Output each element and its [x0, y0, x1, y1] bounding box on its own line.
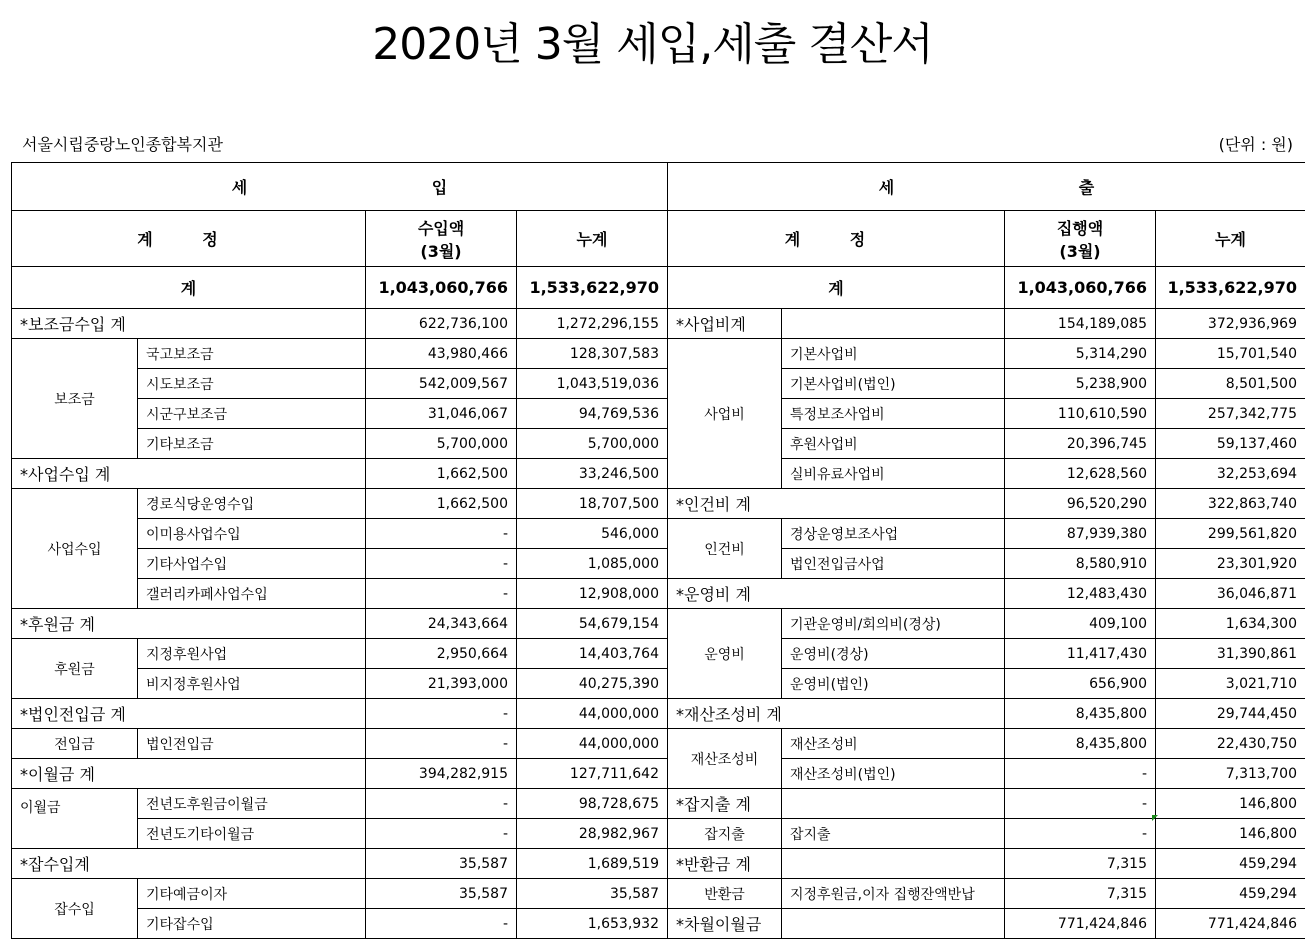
income-month-value: 542,009,567	[366, 369, 517, 399]
income-item-label: 국고보조금	[138, 339, 366, 369]
expense-cumulative-value: 257,342,775	[1156, 399, 1305, 429]
expense-empty-cell	[782, 909, 1005, 939]
expense-subtotal-label: *재산조성비 계	[668, 699, 1005, 729]
table-row	[12, 849, 1305, 879]
expense-cumulative-value: 299,561,820	[1156, 519, 1305, 549]
expense-empty-cell	[782, 309, 1005, 339]
expense-cumulative-value: 32,253,694	[1156, 459, 1305, 489]
income-item-label: 비지정후원사업	[138, 669, 366, 699]
income-subtotal-label: *이월금 계	[12, 759, 366, 789]
income-cumulative-value: 1,653,932	[517, 909, 668, 939]
table-row	[12, 489, 1305, 519]
income-month-value: -	[366, 789, 517, 819]
expense-cumulative-value: 29,744,450	[1156, 699, 1305, 729]
income-group-label: 이월금	[12, 789, 138, 849]
expense-total-cumulative: 1,533,622,970	[1156, 267, 1305, 309]
income-month-value: 35,587	[366, 849, 517, 879]
expense-month-value: 96,520,290	[1005, 489, 1156, 519]
income-item-label: 시도보조금	[138, 369, 366, 399]
expense-item-label: 기본사업비(법인)	[782, 369, 1005, 399]
income-month-value: 35,587	[366, 879, 517, 909]
income-month-value: 31,046,067	[366, 399, 517, 429]
income-month-value: 43,980,466	[366, 339, 517, 369]
expense-item-label: 경상운영보조사업	[782, 519, 1005, 549]
expense-cumulative-value: 459,294	[1156, 849, 1305, 879]
income-subtotal-label: *법인전입금 계	[12, 699, 366, 729]
income-cumulative-value: 1,689,519	[517, 849, 668, 879]
expense-month-value: 5,238,900	[1005, 369, 1156, 399]
income-cumulative-value: 1,272,296,155	[517, 309, 668, 339]
income-month-value: -	[366, 699, 517, 729]
expense-empty-cell	[782, 789, 1005, 819]
expense-month-value: 8,580,910	[1005, 549, 1156, 579]
table-row	[12, 819, 1305, 849]
income-item-label: 지정후원사업	[138, 639, 366, 669]
expense-cumulative-value: 771,424,846	[1156, 909, 1305, 939]
expense-account-header: 계 정	[668, 211, 1005, 267]
expense-subtotal-label: *반환금 계	[668, 849, 782, 879]
expense-cumulative-value: 15,701,540	[1156, 339, 1305, 369]
expense-month-value: 7,315	[1005, 879, 1156, 909]
income-month-value: -	[366, 579, 517, 609]
expense-month-value: 87,939,380	[1005, 519, 1156, 549]
expense-empty-cell	[782, 849, 1005, 879]
expense-month-value: 656,900	[1005, 669, 1156, 699]
expense-item-label: 기본사업비	[782, 339, 1005, 369]
page-title: 2020년 3월 세입,세출 결산서	[372, 19, 933, 70]
table-row	[12, 519, 1305, 549]
income-cumulative-value: 5,700,000	[517, 429, 668, 459]
income-group-label: 후원금	[12, 639, 138, 699]
settlement-table	[11, 162, 1305, 939]
table-row	[12, 429, 1305, 459]
expense-item-label: 잡지출	[782, 819, 1005, 849]
cell-comment-marker	[1152, 815, 1158, 821]
income-month-value: 2,950,664	[366, 639, 517, 669]
income-cumulative-header: 누계	[517, 211, 668, 267]
expense-month-value: 771,424,846	[1005, 909, 1156, 939]
income-item-label: 기타예금이자	[138, 879, 366, 909]
expense-amount-header: 집행액 (3월)	[1005, 211, 1156, 267]
table-row	[12, 309, 1305, 339]
expense-cumulative-value: 3,021,710	[1156, 669, 1305, 699]
income-month-value: -	[366, 819, 517, 849]
expense-cumulative-header: 누계	[1156, 211, 1305, 267]
expense-month-value: 7,315	[1005, 849, 1156, 879]
expense-cumulative-value: 146,800	[1156, 819, 1305, 849]
expense-month-value: 5,314,290	[1005, 339, 1156, 369]
income-cumulative-value: 127,711,642	[517, 759, 668, 789]
expense-cumulative-value: 8,501,500	[1156, 369, 1305, 399]
income-item-label: 기타잡수입	[138, 909, 366, 939]
expense-group-label: 반환금	[668, 879, 782, 909]
expense-item-label: 실비유료사업비	[782, 459, 1005, 489]
organization-name: 서울시립중랑노인종합복지관	[22, 135, 223, 154]
expense-cumulative-value: 459,294	[1156, 879, 1305, 909]
income-cumulative-value: 44,000,000	[517, 699, 668, 729]
table-row	[12, 609, 1305, 639]
expense-month-value: 8,435,800	[1005, 729, 1156, 759]
income-cumulative-value: 28,982,967	[517, 819, 668, 849]
table-row	[12, 339, 1305, 369]
expense-month-value: 154,189,085	[1005, 309, 1156, 339]
income-item-label: 시군구보조금	[138, 399, 366, 429]
expense-item-label: 재산조성비	[782, 729, 1005, 759]
expense-cumulative-value: 7,313,700	[1156, 759, 1305, 789]
income-amount-header: 수입액 (3월)	[366, 211, 517, 267]
expense-item-label: 법인전입금사업	[782, 549, 1005, 579]
income-month-value: -	[366, 729, 517, 759]
expense-item-label: 특정보조사업비	[782, 399, 1005, 429]
table-row	[12, 639, 1305, 669]
expense-group-label: 운영비	[668, 609, 782, 699]
expense-group-label: 잡지출	[668, 819, 782, 849]
income-month-value: 1,662,500	[366, 459, 517, 489]
table-row	[12, 759, 1305, 789]
expense-month-value: 409,100	[1005, 609, 1156, 639]
expense-cumulative-value: 59,137,460	[1156, 429, 1305, 459]
expense-month-value: -	[1005, 819, 1156, 849]
table-row	[12, 369, 1305, 399]
income-cumulative-value: 128,307,583	[517, 339, 668, 369]
expense-subtotal-label: *운영비 계	[668, 579, 1005, 609]
income-cumulative-value: 546,000	[517, 519, 668, 549]
expense-item-label: 기관운영비/회의비(경상)	[782, 609, 1005, 639]
expense-subtotal-label: *인건비 계	[668, 489, 1005, 519]
expense-subtotal-label: *차월이월금	[668, 909, 782, 939]
income-cumulative-value: 12,908,000	[517, 579, 668, 609]
income-account-header: 계 정	[12, 211, 366, 267]
income-month-value: -	[366, 549, 517, 579]
income-total-month: 1,043,060,766	[366, 267, 517, 309]
income-cumulative-value: 98,728,675	[517, 789, 668, 819]
income-cumulative-value: 1,085,000	[517, 549, 668, 579]
expense-item-label: 운영비(법인)	[782, 669, 1005, 699]
expense-item-label: 후원사업비	[782, 429, 1005, 459]
income-total-cumulative: 1,533,622,970	[517, 267, 668, 309]
table-row	[12, 399, 1305, 429]
expense-cumulative-value: 322,863,740	[1156, 489, 1305, 519]
income-cumulative-value: 18,707,500	[517, 489, 668, 519]
income-month-value: -	[366, 519, 517, 549]
expense-subtotal-label: *잡지출 계	[668, 789, 782, 819]
expense-month-value: 8,435,800	[1005, 699, 1156, 729]
expense-month-value: 20,396,745	[1005, 429, 1156, 459]
table-row	[12, 669, 1305, 699]
income-month-value: 24,343,664	[366, 609, 517, 639]
income-group-label: 보조금	[12, 339, 138, 459]
table-row	[12, 699, 1305, 729]
income-item-label: 전년도후원금이월금	[138, 789, 366, 819]
income-subtotal-label: *사업수입 계	[12, 459, 366, 489]
expense-month-value: 110,610,590	[1005, 399, 1156, 429]
expense-item-label: 운영비(경상)	[782, 639, 1005, 669]
expense-cumulative-value: 146,800	[1156, 789, 1305, 819]
expense-item-label: 재산조성비(법인)	[782, 759, 1005, 789]
income-month-value: -	[366, 909, 517, 939]
income-month-value: 21,393,000	[366, 669, 517, 699]
income-item-label: 갤러리카페사업수입	[138, 579, 366, 609]
income-item-label: 경로식당운영수입	[138, 489, 366, 519]
income-cumulative-value: 94,769,536	[517, 399, 668, 429]
expense-subtotal-label: *사업비계	[668, 309, 782, 339]
income-group-label: 잡수입	[12, 879, 138, 939]
income-group-label: 전입금	[12, 729, 138, 759]
income-item-label: 전년도기타이월금	[138, 819, 366, 849]
income-cumulative-value: 54,679,154	[517, 609, 668, 639]
income-cumulative-value: 14,403,764	[517, 639, 668, 669]
income-cumulative-value: 40,275,390	[517, 669, 668, 699]
income-month-value: 622,736,100	[366, 309, 517, 339]
table-row	[12, 909, 1305, 939]
income-item-label: 이미용사업수입	[138, 519, 366, 549]
unit-label: (단위 : 원)	[1218, 135, 1293, 154]
expense-section-header: 세 출	[668, 163, 1305, 211]
table-row	[12, 459, 1305, 489]
income-cumulative-value: 35,587	[517, 879, 668, 909]
expense-month-value: 12,628,560	[1005, 459, 1156, 489]
income-month-value: 394,282,915	[366, 759, 517, 789]
income-subtotal-label: *후원금 계	[12, 609, 366, 639]
expense-cumulative-value: 31,390,861	[1156, 639, 1305, 669]
expense-month-value: 12,483,430	[1005, 579, 1156, 609]
income-subtotal-label: *잡수입계	[12, 849, 366, 879]
income-total-label: 계	[12, 267, 366, 309]
income-section-header: 세 입	[12, 163, 668, 211]
income-month-value: 5,700,000	[366, 429, 517, 459]
expense-group-label: 인건비	[668, 519, 782, 579]
income-item-label: 기타보조금	[138, 429, 366, 459]
expense-group-label: 사업비	[668, 339, 782, 489]
income-item-label: 법인전입금	[138, 729, 366, 759]
expense-item-label: 지정후원금,이자 집행잔액반납	[782, 879, 1005, 909]
income-cumulative-value: 33,246,500	[517, 459, 668, 489]
income-item-label: 기타사업수입	[138, 549, 366, 579]
table-row	[12, 879, 1305, 909]
table-row	[12, 729, 1305, 759]
income-cumulative-value: 44,000,000	[517, 729, 668, 759]
expense-cumulative-value: 36,046,871	[1156, 579, 1305, 609]
expense-cumulative-value: 1,634,300	[1156, 609, 1305, 639]
expense-month-value: -	[1005, 759, 1156, 789]
expense-total-label: 계	[668, 267, 1005, 309]
table-row	[12, 579, 1305, 609]
expense-group-label: 재산조성비	[668, 729, 782, 789]
expense-cumulative-value: 372,936,969	[1156, 309, 1305, 339]
expense-total-month: 1,043,060,766	[1005, 267, 1156, 309]
income-month-value: 1,662,500	[366, 489, 517, 519]
expense-cumulative-value: 23,301,920	[1156, 549, 1305, 579]
income-cumulative-value: 1,043,519,036	[517, 369, 668, 399]
expense-cumulative-value: 22,430,750	[1156, 729, 1305, 759]
income-group-label: 사업수입	[12, 489, 138, 609]
table-row	[12, 549, 1305, 579]
table-row	[12, 789, 1305, 819]
expense-month-value: -	[1005, 789, 1156, 819]
income-subtotal-label: *보조금수입 계	[12, 309, 366, 339]
expense-month-value: 11,417,430	[1005, 639, 1156, 669]
